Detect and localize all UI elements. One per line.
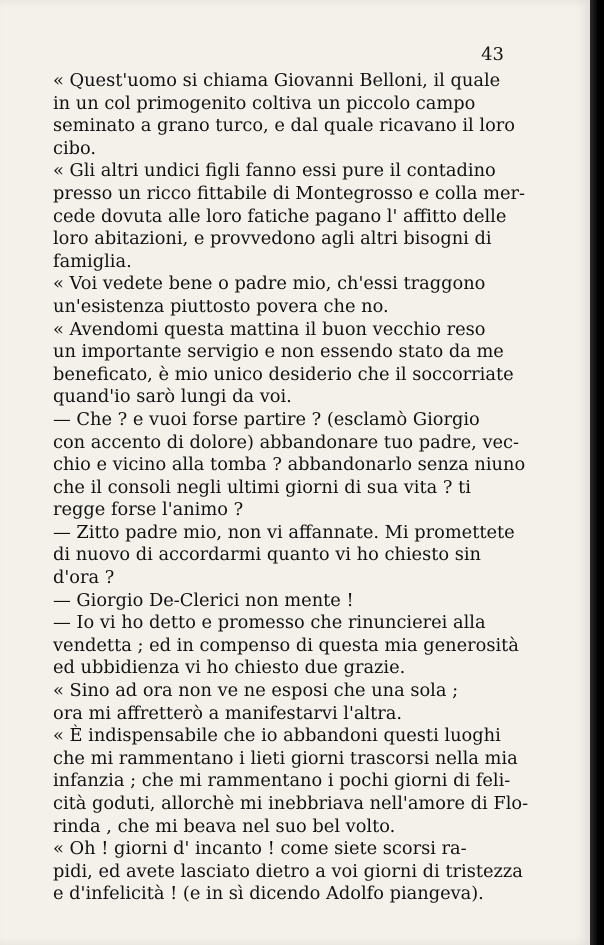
text-line: — Io vi ho detto e promesso che rinuncierei alla [53,612,486,634]
text-line: vendetta ; ed in compenso di questa mia generosità [53,634,519,656]
text-line: — Zitto padre mio, non vi affannate. Mi promettete [53,521,515,543]
text-line: ed ubbidienza vi ho chiesto due grazie. [53,657,406,679]
text-line: cità goduti, allorchè mi inebbriava nell'amore di Flo- [53,793,529,814]
text-line: che mi rammentano i lieti giorni trascorsi nella mia [53,747,518,769]
text-line: « Quest'uomo si chiama Giovanni Belloni, il quale [53,70,501,91]
text-line: regge forse l'animo ? [53,499,244,521]
text-line: un'esistenza piuttosto povera che no. [53,295,389,317]
text-line: d'ora ? [53,567,115,589]
text-line: rinda , che mi beava nel suo bel volto. [53,815,396,837]
page-edge-shadow [590,0,604,945]
page-number: 43 [481,44,504,65]
text-line: beneficato, è mio unico desiderio che il soccorriate [53,363,514,385]
text-line: pidi, ed avete lasciato dietro a voi giorni di tristezza [53,860,523,882]
text-line: « È indispensabile che io abbandoni questi luoghi [53,725,501,747]
text-line: con accento di dolore) abbandonare tuo padre, vec- [53,431,519,453]
text-line: in un col primogenito coltiva un piccolo campo [53,92,476,114]
text-line: chio e vicino alla tomba ? abbandonarlo senza niuno [53,454,526,476]
text-line: cede dovuta alle loro fatiche pagano l' affitto delle [53,205,507,227]
text-line: — Che ? e vuoi forse partire ? (esclamò Giorgio [53,408,480,430]
text-line: famiglia. [53,250,132,272]
text-line: e d'infelicità ! (e in sì dicendo Adolfo piangeva). [53,883,484,905]
text-line: — Giorgio De-Clerici non mente ! [53,589,354,611]
text-line: « Sino ad ora non ve ne esposi che una sola ; [53,680,459,702]
text-line: « Oh ! giorni d' incanto ! come siete scorsi ra- [53,838,467,860]
text-line: « Gli altri undici figli fanno essi pure il contadino [53,160,496,182]
text-line: infanzia ; che mi rammentano i pochi giorni di feli- [53,770,511,792]
text-line: presso un ricco fittabile di Montegrosso e colla mer- [53,182,526,204]
text-line: ora mi affretterò a manifestarvi l'altra. [53,702,403,724]
text-line: quand'io sarò lungi da voi. [53,386,292,408]
text-line: cibo. [53,137,97,159]
text-line: loro abitazioni, e provvedono agli altri bisogni di [53,228,492,250]
body-text [53,70,529,906]
text-line: « Voi vedete bene o padre mio, ch'essi traggono [53,273,486,295]
text-line: « Avendomi questa mattina il buon vecchio reso [53,318,486,340]
text-line: un importante servigio e non essendo stato da me [53,341,504,363]
text-line: di nuovo di accordarmi quanto vi ho chiesto sin [53,544,481,566]
text-line: che il consoli negli ultimi giorni di sua vita ? ti [53,476,471,498]
text-line: seminato a grano turco, e dal quale ricavano il loro [53,115,515,137]
